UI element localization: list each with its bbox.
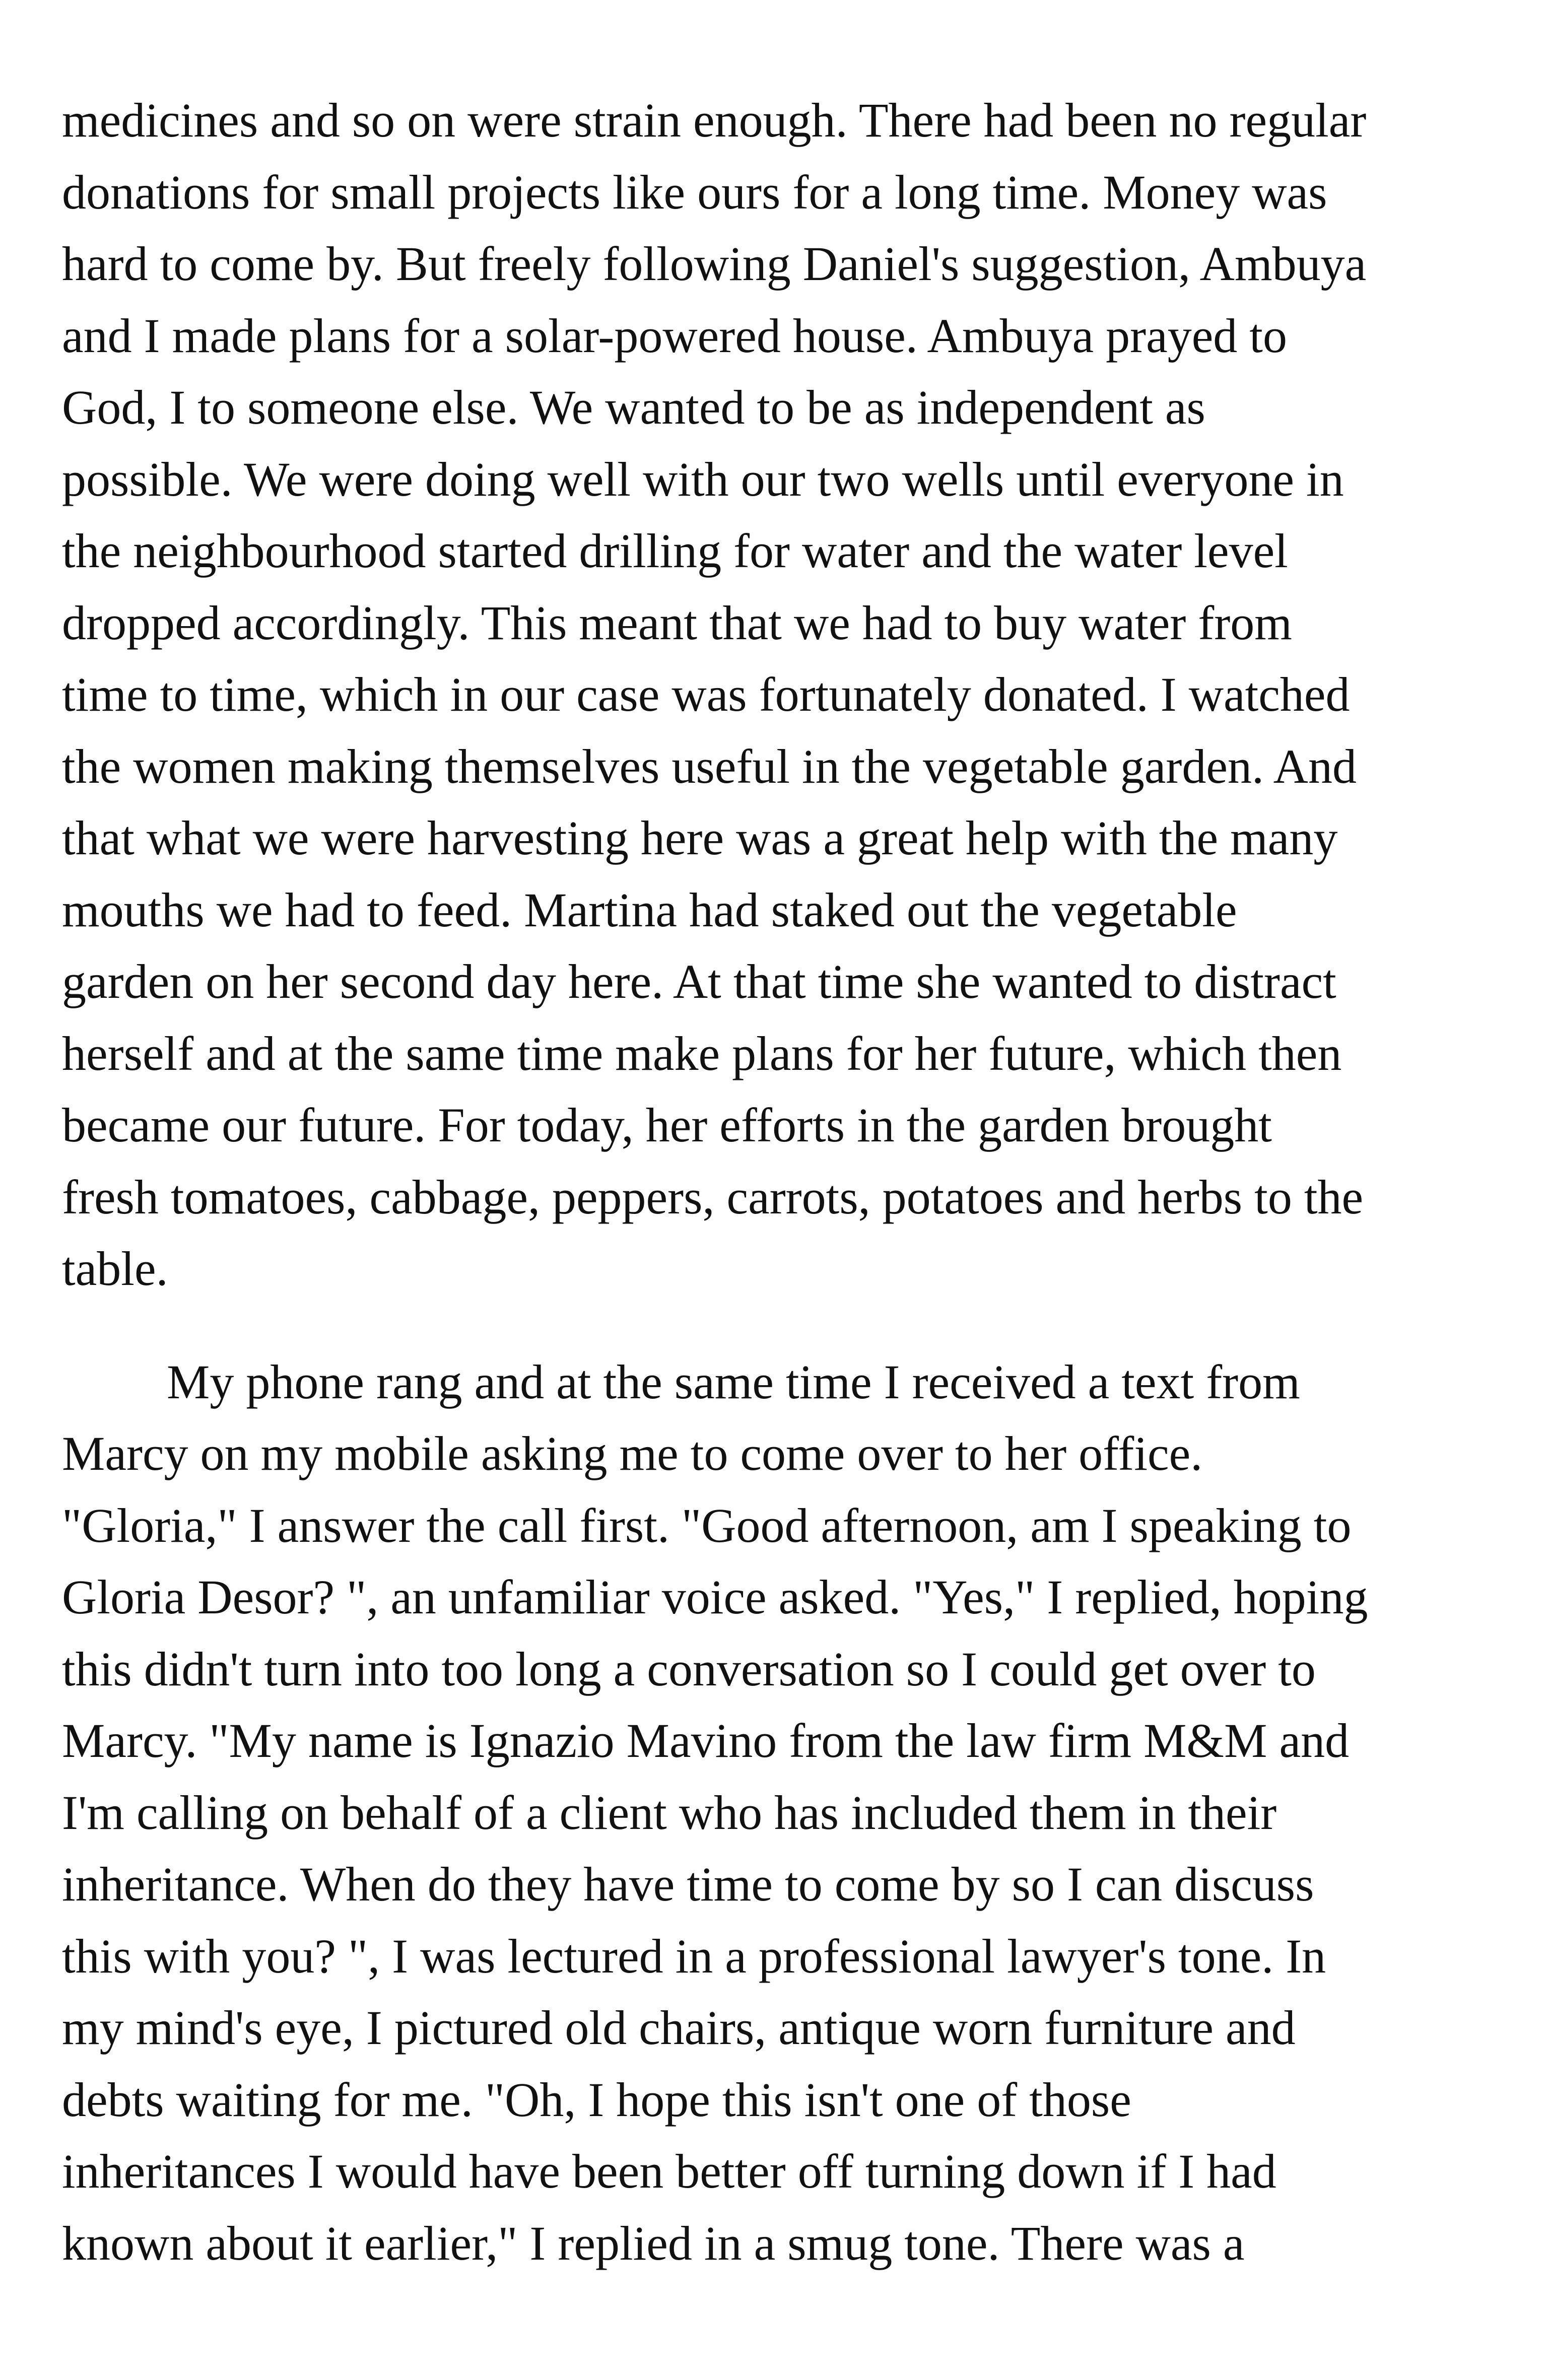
text-line: fresh tomatoes, cabbage, peppers, carrots, potatoes and herbs to the [62, 1170, 1364, 1224]
text-line: inheritances I would have been better off turning down if I had [62, 2144, 1276, 2198]
text-line: this with you? ", I was lectured in a professional lawyer's tone. In [62, 1929, 1326, 1983]
paragraph [62, 1346, 1503, 2280]
text-line: this didn't turn into too long a conversation so I could get over to [62, 1642, 1316, 1696]
paragraph [62, 85, 1503, 1305]
text-line: garden on her second day here. At that time she wanted to distract [62, 955, 1336, 1008]
text-line: and I made plans for a solar-powered house. Ambuya prayed to [62, 308, 1287, 363]
text-line: donations for small projects like ours for a long time. Money was [62, 165, 1327, 219]
text-line: possible. We were doing well with our two wells until everyone in [62, 452, 1344, 506]
text-line: Marcy. "My name is Ignazio Mavino from the law firm M&M and [62, 1714, 1350, 1767]
text-line: God, I to someone else. We wanted to be as independent as [62, 380, 1205, 434]
text-line: the women making themselves useful in the vegetable garden. And [62, 739, 1357, 793]
text-line: the neighbourhood started drilling for water and the water level [62, 524, 1288, 578]
text-line: Marcy on my mobile asking me to come over to her office. [62, 1426, 1203, 1480]
body-text [62, 85, 1503, 2279]
text-line: that what we were harvesting here was a great help with the many [62, 811, 1338, 865]
text-line: hard to come by. But freely following Daniel's suggestion, Ambuya [62, 237, 1367, 291]
text-line: mouths we had to feed. Martina had staked out the vegetable [62, 882, 1237, 937]
text-line: herself and at the same time make plans for her future, which then [62, 1026, 1342, 1080]
text-line: Gloria Desor? ", an unfamiliar voice asked. "Yes," I replied, hoping [62, 1570, 1368, 1624]
text-line: inheritance. When do they have time to come by so I can discuss [62, 1857, 1314, 1911]
text-line: "Gloria," I answer the call first. "Good afternoon, am I speaking to [62, 1498, 1352, 1552]
text-line: known about it earlier," I replied in a smug tone. There was a [62, 2216, 1245, 2270]
paragraph-spacer [62, 1305, 1503, 1346]
text-line: table. [62, 1242, 168, 1296]
text-line: debts waiting for me. "Oh, I hope this isn't one of those [62, 2072, 1131, 2127]
text-line: time to time, which in our case was fortunately donated. I watched [62, 667, 1350, 721]
text-line: My phone rang and at the same time I received a text from [167, 1354, 1300, 1409]
text-line: medicines and so on were strain enough. There had been no regular [62, 93, 1367, 147]
text-line: became our future. For today, her efforts in the garden brought [62, 1098, 1272, 1152]
text-line: dropped accordingly. This meant that we had to buy water from [62, 595, 1292, 650]
text-line: I'm calling on behalf of a client who has included them in their [62, 1785, 1277, 1840]
text-line: my mind's eye, I pictured old chairs, antique worn furniture and [62, 2001, 1296, 2055]
